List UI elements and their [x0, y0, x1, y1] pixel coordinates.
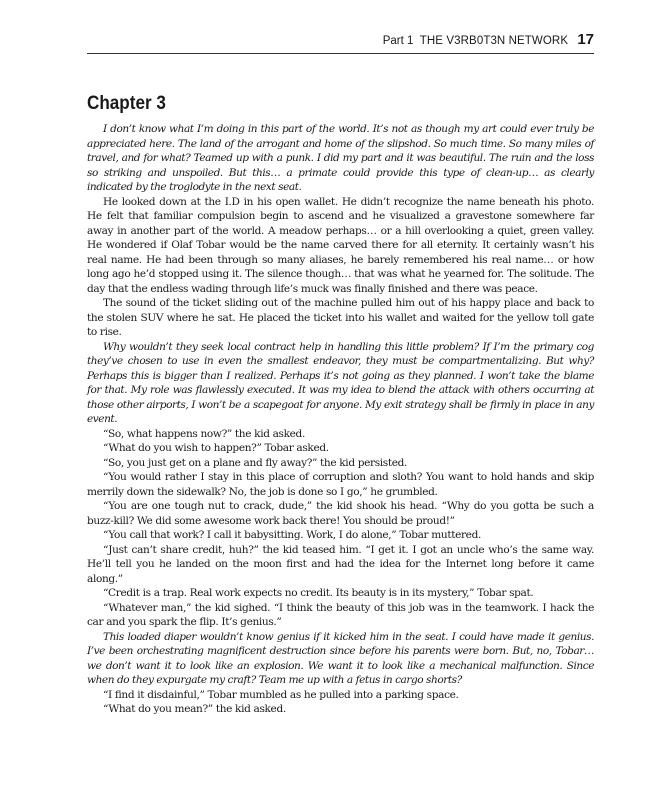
- book-page: [87, 0, 594, 800]
- paragraph: The sound of the ticket sliding out of the machine pulled him out of his happy place and back to the stolen SUV where he sat. He placed the ticket into his wallet and waited for the yellow toll gate to rise.: [87, 297, 594, 338]
- paragraph: Why wouldn’t they seek local contract help in handling this little problem? If I’m the primary cog they’ve chosen to use in even the smallest endeavor, they must be compartmentalizing. But why? Perhaps this is bigger than I realized. Perhaps it’s not going as they planned. I won’t take the blame for that. My role was flawlessly executed. It was my idea to blend the attack with others occurring at those other airports, I won’t be a scapegoat for anyone. My exit strategy shall be firmly in place in any event.: [87, 340, 594, 425]
- paragraph: “You are one tough nut to crack, dude,” the kid shook his head. “Why do you gotta be such a buzz-kill? We did some awesome work back there! You should be proud!”: [87, 500, 594, 527]
- paragraph: This loaded diaper wouldn’t know genius if it kicked him in the seat. I could have made it genius. I’ve been orchestrating magnificent destruction since before his parents were born. But, no, Tobar… we don’t want it to look like an explosion. We want it to look like a mechanical malfunction. Since when do they expurgate my craft? Team me up with a fetus in cargo shorts?: [87, 630, 594, 686]
- paragraph: “You would rather I stay in this place of corruption and sloth? You want to hold hands and skip merrily down the sidewalk? No, the job is done so I go,” he grumbled.: [87, 471, 594, 498]
- header-part-label: Part 1: [382, 35, 414, 47]
- chapter-title: Chapter 3: [87, 93, 166, 114]
- chapter-body: [87, 122, 594, 717]
- paragraph: “Just can’t share credit, huh?” the kid teased him. “I get it. I got an uncle who’s the same way. He’ll tell you he landed on the moon first and had the idea for the Internet long before it came along.”: [87, 543, 594, 585]
- paragraph: “You call that work? I call it babysitting. Work, I do alone,” Tobar muttered.: [103, 529, 481, 541]
- header-rule: [87, 53, 594, 54]
- paragraph: “What do you wish to happen?” Tobar asked.: [103, 442, 329, 454]
- paragraph: “Credit is a trap. Real work expects no credit. Its beauty is in its mystery,” Tobar spat.: [103, 587, 534, 599]
- paragraph: “What do you mean?” the kid asked.: [103, 703, 286, 715]
- paragraph: “I find it disdainful,” Tobar mumbled as he pulled into a parking space.: [103, 688, 459, 701]
- page-number: 17: [577, 31, 594, 48]
- paragraph: “So, you just get on a plane and fly away?” the kid persisted.: [103, 456, 408, 469]
- paragraph: “Whatever man,” the kid sighed. “I think the beauty of this job was in the teamwork. I hack the car and you spark the flip. It’s genius.”: [87, 601, 594, 628]
- header-book-title: THE V3RB0T3N NETWORK: [419, 35, 569, 47]
- paragraph: He looked down at the I.D in his open wallet. He didn’t recognize the name beneath his photo. He felt that familiar compulsion begin to ascend and he visualized a gravestone somewhere far away in another part of the world. A meadow perhaps… or a hill overlooking a quiet, green valley. He wondered if Olaf Tobar would be the name carved there for all eternity. It certainly wasn’t his real name. He had been through so many aliases, he barely remembered his real name… or how long ago he’d stopped using it. The silence though… that was what he yearned for. The solitude. The day that the endless wading through life’s muck was finally finished and there was peace.: [87, 195, 594, 295]
- paragraph: “So, what happens now?” the kid asked.: [103, 427, 305, 440]
- running-header: [87, 30, 594, 50]
- paragraph: I don’t know what I’m doing in this part of the world. It’s not as though my art could ever truly be appreciated here. The land of the arrogant and home of the slipshod. So much time. So many miles of travel, and for what? Teamed up with a punk. I did my part and it was beautiful. The ruin and the loss so striking and unspoiled. But this… a primate could provide this type of clean-up… as clearly indicated by the troglodyte in the next seat.: [87, 123, 594, 193]
